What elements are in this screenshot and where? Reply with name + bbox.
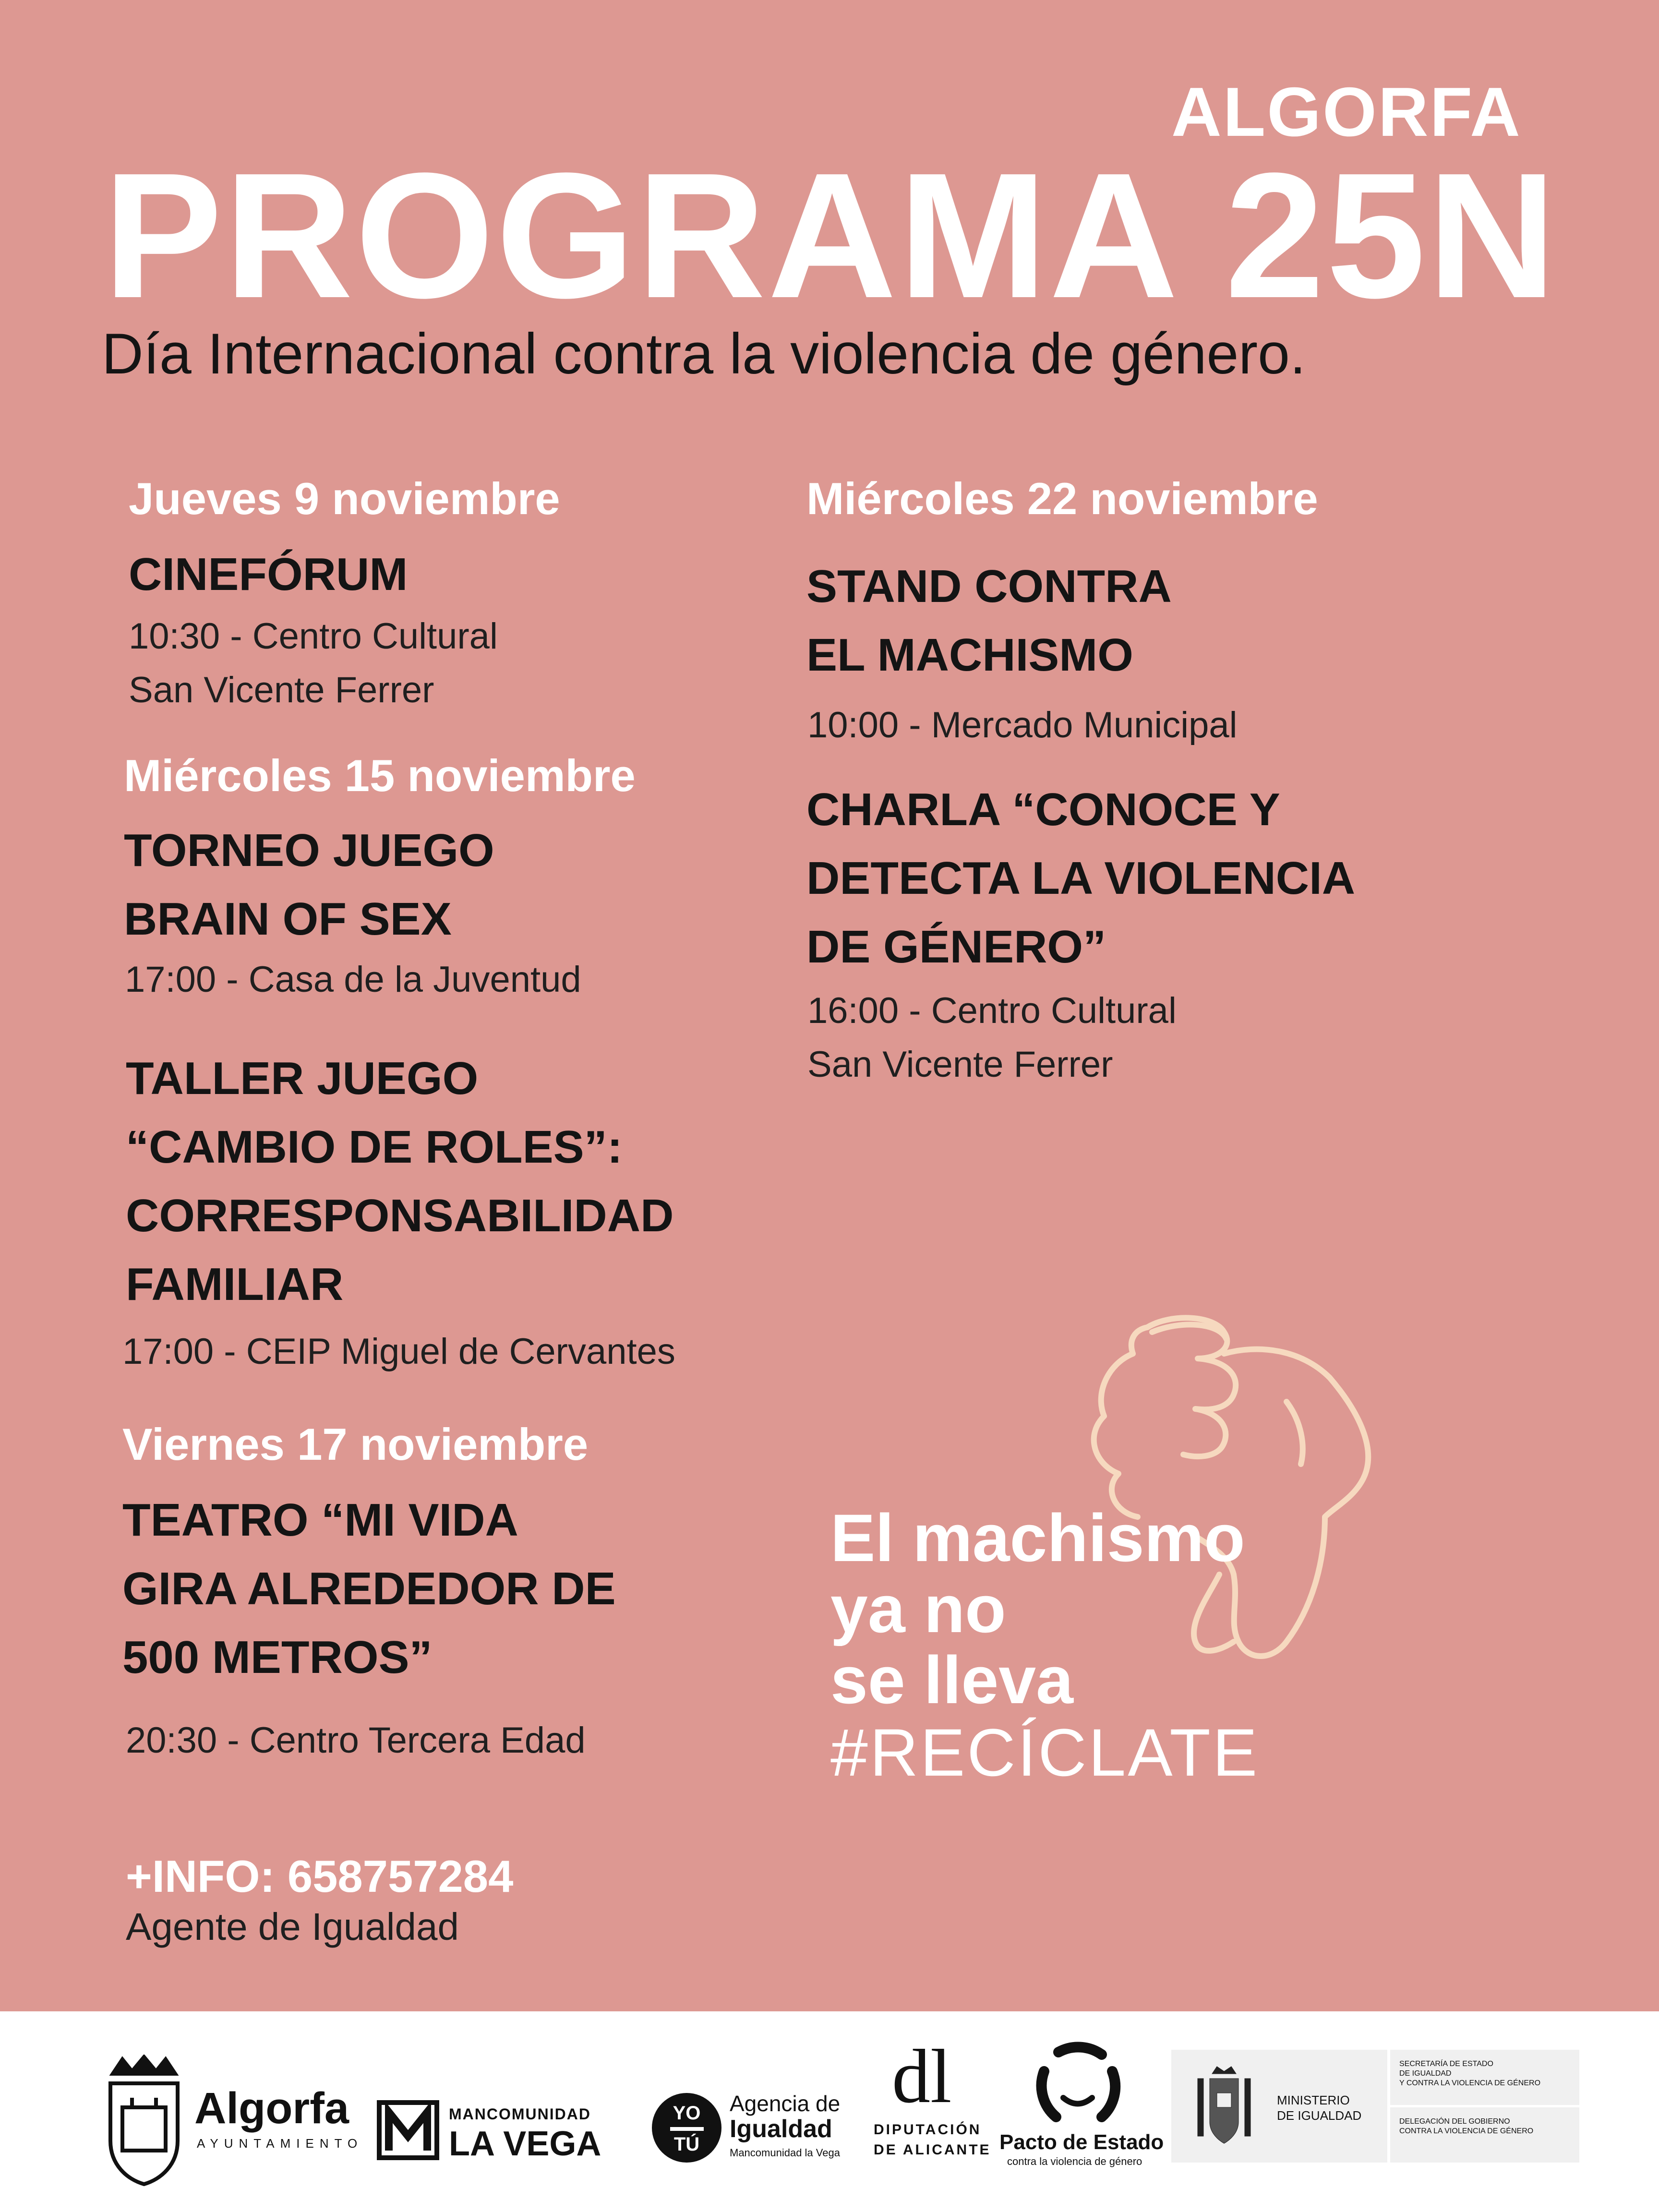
- event-title-stand: STAND CONTRA EL MACHISMO: [806, 561, 1172, 681]
- event-title-cineforum: CINEFÓRUM: [129, 549, 408, 600]
- page-title: PROGRAMA 25N: [103, 135, 1559, 335]
- day-heading-wednesday-22: Miércoles 22 noviembre: [806, 473, 1318, 524]
- event-info-stand: 10:00 - Mercado Municipal: [807, 705, 1238, 745]
- event-info-taller: 17:00 - CEIP Miguel de Cervantes: [122, 1331, 675, 1372]
- town-name: ALGORFA: [1171, 73, 1522, 151]
- event-title-taller: TALLER JUEGO “CAMBIO DE ROLES”: CORRESPONSABILIDAD FAMILIAR: [126, 1053, 674, 1310]
- event-title-charla: CHARLA “CONOCE Y DETECTA LA VIOLENCIA DE GÉNERO”: [806, 784, 1356, 973]
- mancomunidad-logo-line1: MANCOMUNIDAD: [449, 2105, 591, 2123]
- ministerio-name-line1: MINISTERIO: [1277, 2093, 1350, 2107]
- mancomunidad-m-icon: [377, 2100, 439, 2160]
- event-title-teatro: TEATRO “MI VIDA GIRA ALREDEDOR DE 500 METROS”: [122, 1494, 616, 1683]
- event-info-charla: 16:00 - Centro Cultural San Vicente Ferrer: [807, 990, 1177, 1085]
- algorfa-logo-sub: AYUNTAMIENTO: [197, 2136, 363, 2151]
- mancomunidad-logo-line2: LA VEGA: [449, 2125, 601, 2163]
- event-title-torneo: TORNEO JUEGO BRAIN OF SEX: [124, 825, 494, 945]
- spain-coat-of-arms-icon: [1193, 2064, 1255, 2148]
- ministerio-delegacion: DELEGACIÓN DEL GOBIERNO CONTRA LA VIOLENCIA DE GÉNERO: [1399, 2117, 1534, 2135]
- slogan-text: El machismo ya no se lleva: [830, 1500, 1245, 1718]
- ministerio-inner-divider: [1390, 2105, 1579, 2107]
- diputacion-logo-line1: DIPUTACIÓN: [874, 2122, 982, 2138]
- day-heading-wednesday-15: Miércoles 15 noviembre: [124, 750, 636, 801]
- agencia-logo-line3: Mancomunidad la Vega: [730, 2147, 840, 2159]
- diputacion-mark-icon: dl: [892, 2033, 952, 2119]
- yo-tu-badge-icon: YO TÚ: [652, 2093, 721, 2163]
- footer-logos-bar: [0, 2011, 1659, 2212]
- pacto-logo-line1: Pacto de Estado: [999, 2130, 1164, 2154]
- pacto-logo-line2: contra la violencia de género: [1007, 2155, 1142, 2167]
- contact-phone: +INFO: 658757284: [126, 1851, 514, 1901]
- crown-shield-icon: [103, 2055, 185, 2189]
- event-info-torneo: 17:00 - Casa de la Juventud: [125, 959, 581, 1000]
- ministerio-box: [1171, 2050, 1579, 2163]
- diputacion-logo-line2: DE ALICANTE: [874, 2142, 991, 2158]
- agencia-logo-line1: Agencia de: [730, 2091, 841, 2116]
- day-heading-thursday-9: Jueves 9 noviembre: [129, 473, 560, 524]
- day-heading-friday-17: Viernes 17 noviembre: [122, 1419, 589, 1469]
- slogan-hashtag: #RECÍCLATE: [830, 1715, 1260, 1790]
- event-info-cineforum: 10:30 - Centro Cultural San Vicente Ferrer: [129, 616, 498, 710]
- ministerio-secretaria: SECRETARÍA DE ESTADO DE IGUALDAD Y CONTRA LA VIOLENCIA DE GÉNERO: [1399, 2060, 1541, 2087]
- ministerio-name-line2: DE IGUALDAD: [1277, 2108, 1362, 2123]
- algorfa-logo-name: Algorfa: [194, 2084, 349, 2133]
- agencia-logo-line2: Igualdad: [730, 2115, 832, 2143]
- contact-agent: Agente de Igualdad: [126, 1905, 459, 1948]
- pacto-smile-icon: [1030, 2038, 1126, 2134]
- page-subtitle: Día Internacional contra la violencia de género.: [102, 322, 1306, 386]
- event-info-teatro: 20:30 - Centro Tercera Edad: [126, 1720, 586, 1761]
